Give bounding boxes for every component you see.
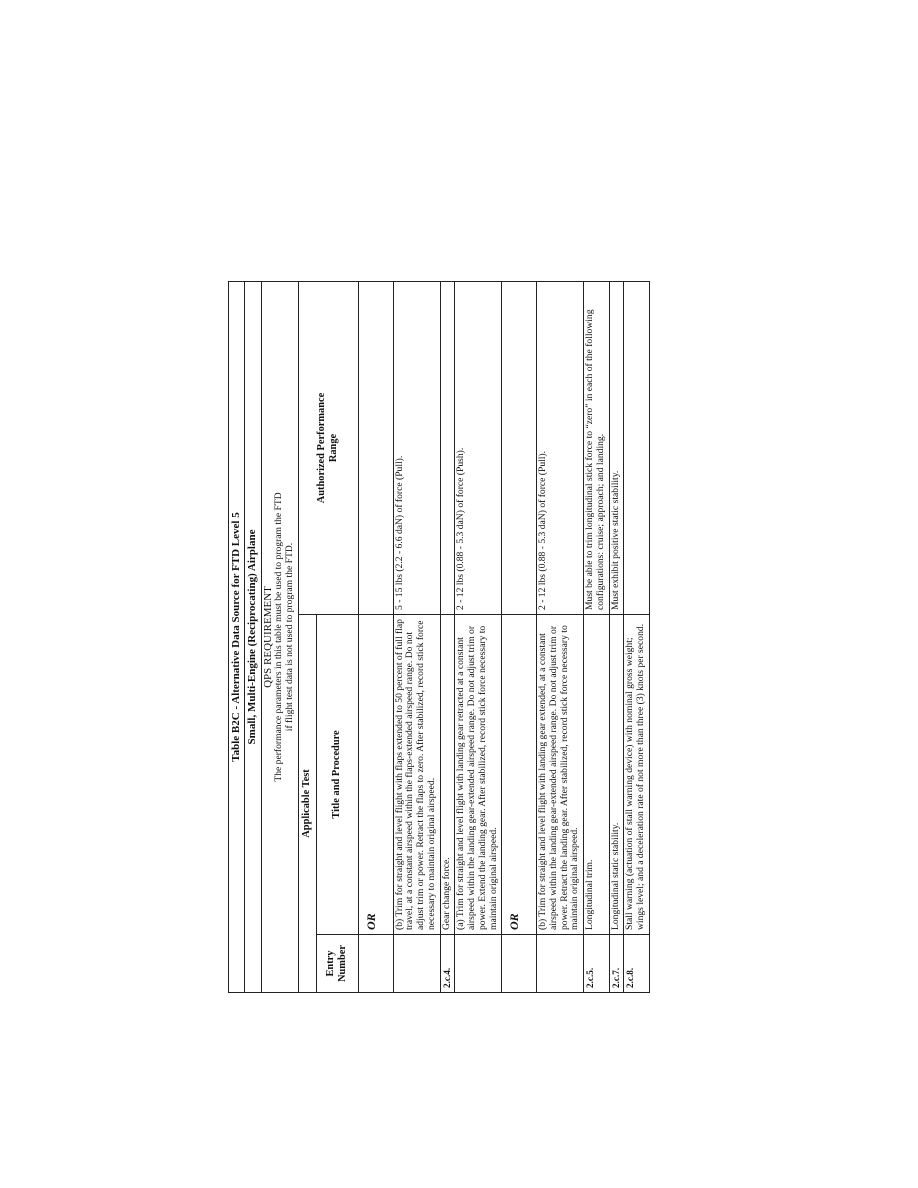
procedure-cell: (b) Trim for straight and level flight with landing gear extended, at a constant airspeed within the landing gear-extended airspeed range. Do not adjust trim or power. Retract the landing gear. After stabilized, record stick force necessary to maintain original airspeed. — [537, 615, 584, 935]
entry-number-header: Entry Number — [316, 935, 358, 993]
data-source-table — [228, 281, 650, 993]
entry-cell — [393, 935, 440, 993]
table-subtitle: Small, Multi-Engine (Reciprocating) Airplane — [245, 282, 261, 993]
range-cell: Must be able to trim longitudinal stick force to “zero” in each of the following configurations: cruise; approach; and landing. — [584, 282, 609, 615]
range-cell: 2 - 12 lbs (0.88 - 5.3 daN) of force (Push). — [455, 282, 502, 615]
entry-number: 2.c.5. — [584, 935, 609, 993]
procedure-cell: (b) Trim for straight and level flight with flaps extended to 50 percent of full flap travel, at a constant airspeed within the flaps-extended airspeed range. Do not adjust trim or power. Retract the flaps to zero. After stabilized, record stick force necessary to maintain original airspeed. — [393, 615, 440, 935]
range-cell: 2 - 12 lbs (0.88 - 5.3 daN) of force (Pull). — [537, 282, 584, 615]
title-row — [229, 282, 245, 993]
title-cell: Stall warning (actuation of stall warning device) with nominal gross weight; wings level; and a deceleration rate of not more than three (3) knots per second. — [624, 615, 649, 935]
table-row — [455, 282, 502, 993]
range-cell — [502, 282, 537, 615]
title-procedure-header: Title and Procedure — [316, 615, 358, 935]
title-cell: Longitudinal static stability. — [609, 615, 624, 935]
range-cell — [440, 282, 455, 615]
range-cell — [358, 282, 393, 615]
range-cell: Must exhibit positive static stability. — [609, 282, 624, 615]
or-connector: OR — [502, 615, 537, 935]
table-title: Table B2C - Alternative Data Source for FTD Level 5 — [229, 282, 245, 993]
or-connector: OR — [358, 615, 393, 935]
subtitle-row — [245, 282, 261, 993]
entry-number: 2.c.7. — [609, 935, 624, 993]
requirement-row — [261, 282, 298, 993]
entry-cell — [537, 935, 584, 993]
entry-cell — [358, 935, 393, 993]
table-row — [624, 282, 649, 993]
entry-number: 2.c.8. — [624, 935, 649, 993]
entry-number: 2.c.4. — [440, 935, 455, 993]
entry-cell — [455, 935, 502, 993]
title-cell: Gear change force. — [440, 615, 455, 935]
table-row — [584, 282, 609, 993]
table-row — [358, 282, 393, 993]
authorized-range-header: Authorized Performance Range — [298, 282, 358, 615]
requirement-heading: QPS REQUIREMENT — [261, 586, 274, 688]
rotated-document-page — [228, 282, 668, 993]
table-row — [502, 282, 537, 993]
group-header-row — [298, 282, 316, 993]
table-row — [440, 282, 455, 993]
range-cell: 5 - 15 lbs (2.2 - 6.6 daN) of force (Pull). — [393, 282, 440, 615]
title-cell: Longitudinal trim. — [584, 615, 609, 935]
range-cell — [624, 282, 649, 615]
requirement-note-line2: if flight test data is not used to program the FTD. — [283, 542, 295, 732]
table-row — [609, 282, 624, 993]
table-row — [537, 282, 584, 993]
requirement-cell — [261, 282, 298, 993]
table-row — [393, 282, 440, 993]
requirement-note-line1: The performance parameters in this table must be used to program the FTD — [273, 492, 285, 782]
applicable-test-header: Applicable Test — [298, 615, 316, 993]
entry-cell — [502, 935, 537, 993]
procedure-cell: (a) Trim for straight and level flight with landing gear retracted at a constant airspeed within the landing gear-extended airspeed range. Do not adjust trim or power. Extend the landing gear. After stabilized, record stick force necessary to maintain original airspeed. — [455, 615, 502, 935]
